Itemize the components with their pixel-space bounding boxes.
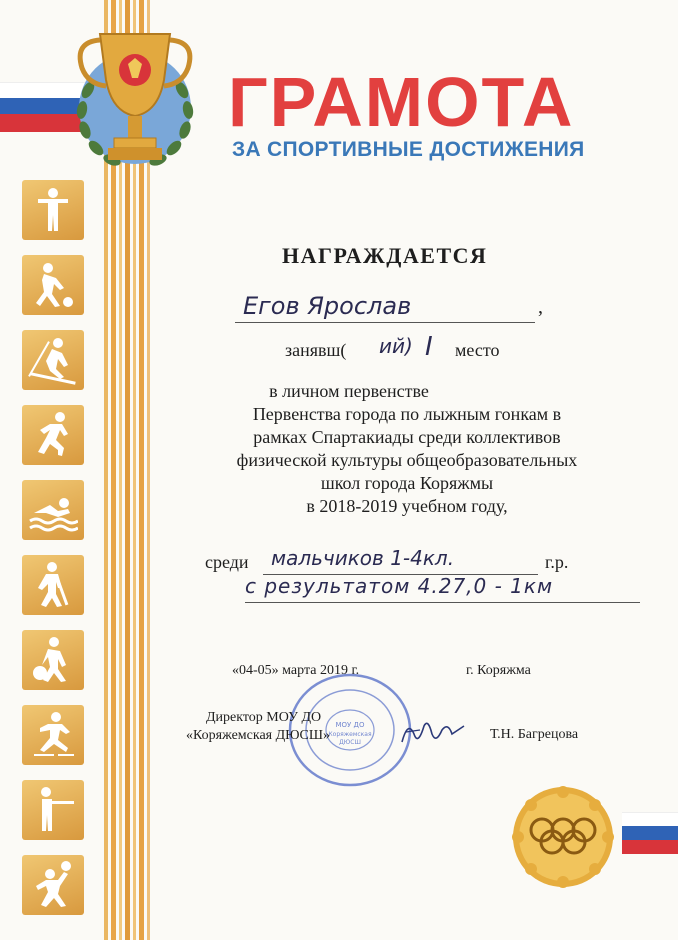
result-row [245, 574, 655, 608]
svg-text:МОУ ДО: МОУ ДО [335, 721, 365, 729]
svg-text:ДЮСШ: ДЮСШ [339, 739, 361, 746]
body-line-5: школ города Коряжмы [320, 473, 494, 493]
recipient-name-field [235, 290, 535, 323]
body-line-2: Первенства города по лыжным гонкам в [252, 404, 562, 424]
place-label-prefix: занявш( [285, 340, 347, 360]
director-signature [398, 712, 468, 752]
director-name: Т.Н. Багрецова [490, 727, 579, 742]
svg-text:Коряжемская: Коряжемская [328, 731, 372, 738]
group-suffix: г.р. [545, 552, 569, 572]
skater-icon [22, 705, 84, 765]
award-date: «04-05» марта 2019 г. [232, 663, 360, 678]
football-icon [22, 255, 84, 315]
name-comma: , [538, 296, 543, 318]
gold-medal-icon [498, 782, 628, 892]
body-line-4: физической культуры общеобразовательных [236, 450, 578, 470]
volleyball-icon [22, 855, 84, 915]
group-prefix: среди [205, 552, 249, 572]
certificate-subtitle: ЗА СПОРТИВНЫЕ ДОСТИЖЕНИЯ [232, 138, 585, 161]
recipient-name: Егов Ярослав [243, 292, 412, 320]
result-underline [245, 602, 640, 603]
shooter-icon [22, 780, 84, 840]
award-city: г. Коряжма [466, 663, 531, 678]
place-number: I [425, 332, 433, 362]
hockey-icon [22, 555, 84, 615]
group-value: мальчиков 1-4кл. [271, 546, 455, 570]
flag-right-red [622, 840, 678, 854]
gymnast-icon [22, 180, 84, 240]
flag-right-blue [622, 826, 678, 840]
place-label-handwritten: ий) [379, 334, 413, 358]
director-title-line1: Директор МОУ ДО [206, 710, 322, 725]
certificate-title: ГРАМОТА [228, 63, 575, 141]
director-title-line2: «Коряжемская ДЮСШ» [186, 728, 330, 743]
awarded-heading: НАГРАЖДАЕТСЯ [282, 243, 488, 268]
body-line-3: рамках Спартакиады среди коллективов [253, 427, 561, 447]
body-line-6: в 2018-2019 учебном году, [306, 496, 508, 516]
trophy-cup-icon [60, 20, 210, 190]
result-value: с результатом 4.27,0 - 1км [245, 574, 554, 598]
flag-right-white [622, 812, 678, 827]
bowling-icon [22, 630, 84, 690]
place-label-suffix: место [455, 340, 500, 360]
body-line-1: в личном первенстве [269, 381, 429, 401]
